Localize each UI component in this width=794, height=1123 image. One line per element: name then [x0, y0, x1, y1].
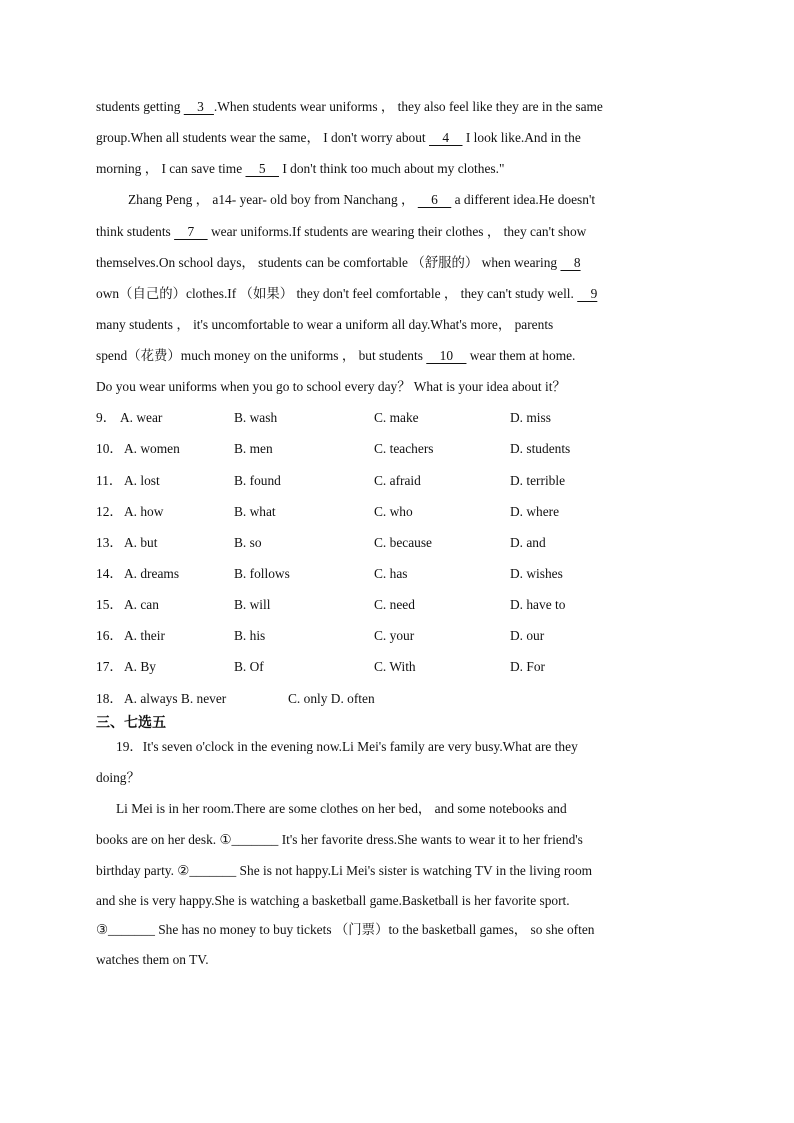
passage-line — [96, 129, 706, 147]
blank-2: _______ — [189, 863, 237, 878]
option-d: D. and — [510, 535, 546, 550]
option-b: B. found — [234, 473, 281, 488]
option-a-b: A. always B. never — [124, 691, 227, 706]
option-d: D. have to — [510, 597, 566, 612]
passage-text: many students ， it's uncomfortable to wear a uniform all day.What's more， parents — [96, 317, 554, 332]
option-b: B. will — [234, 597, 271, 612]
blank-9: 9 — [577, 286, 598, 301]
passage-text: morning ， I can save time — [96, 161, 246, 176]
option-c: C. has — [374, 566, 408, 581]
option-c: C. teachers — [374, 441, 434, 456]
option-d: D. terrible — [510, 473, 566, 488]
passage-text: own（自己的）clothes.If （如果） they don't feel comfortable ， they can't study well. — [96, 286, 578, 301]
passage-text: I look like.And in the — [462, 130, 581, 145]
blank-10: 10 — [426, 348, 467, 363]
option-a: A. how — [124, 504, 164, 519]
blank-3: _______ — [108, 922, 155, 937]
option-c: C. who — [374, 504, 413, 519]
question-number: 14． — [96, 566, 123, 581]
passage-text: .When students wear uniforms ， they also feel like they are in the same — [213, 99, 603, 114]
option-a: A. their — [124, 628, 165, 643]
question-row — [96, 627, 696, 645]
question-number: 11． — [96, 473, 123, 488]
question-row — [96, 534, 696, 552]
passage-line — [96, 378, 706, 396]
question-number: 13． — [96, 535, 123, 550]
passage-line — [96, 285, 706, 303]
option-c: C. need — [374, 597, 415, 612]
option-c-d: C. only D. often — [288, 691, 375, 706]
passage-text: books are on her desk. ① — [96, 832, 232, 847]
passage-line — [96, 160, 706, 178]
passage-text: She has no money to buy tickets （门票）to the basketball games， so she often — [154, 922, 595, 937]
passage-text: wear uniforms.If students are wearing their clothes ， they can't show — [207, 224, 587, 239]
option-d: D. our — [510, 628, 545, 643]
option-a: A. lost — [124, 473, 160, 488]
option-b: B. men — [234, 441, 273, 456]
blank-7: 7 — [174, 224, 208, 239]
question-row — [96, 440, 696, 458]
question-number: 18． — [96, 691, 123, 706]
blank-1: _______ — [231, 832, 279, 847]
blank-5: 5 — [245, 161, 279, 176]
option-d: D. miss — [510, 410, 551, 425]
passage-text: spend（花费）much money on the uniforms ， but students — [96, 348, 427, 363]
passage-text: Do you wear uniforms when you go to school every day？ What is your idea about it？ — [96, 379, 566, 394]
passage-text: themselves.On school days， students can be comfortable （舒服的） when wearing — [96, 255, 561, 270]
option-c: C. afraid — [374, 473, 421, 488]
option-d: D. students — [510, 441, 571, 456]
option-c: C. With — [374, 659, 416, 674]
passage-text: students getting — [96, 99, 184, 114]
blank-8: 8 — [560, 255, 581, 270]
question-row — [96, 503, 696, 521]
question-number: 15． — [96, 597, 123, 612]
option-b: B. follows — [234, 566, 290, 581]
option-a: A. women — [124, 441, 180, 456]
passage-line — [96, 316, 706, 334]
passage-line: 19．It's seven o'clock in the evening now.Li Mei's family are very busy.What are they — [116, 739, 578, 754]
option-b: B. what — [234, 504, 276, 519]
passage-line: doing？ — [96, 770, 140, 785]
passage-text: Zhang Peng ， a14- year- old boy from Nanchang ， — [128, 192, 418, 207]
option-c: C. make — [374, 410, 419, 425]
passage-line — [96, 862, 706, 880]
question-number: 10． — [96, 441, 123, 456]
option-b: B. wash — [234, 410, 278, 425]
option-c: C. your — [374, 628, 415, 643]
option-c: C. because — [374, 535, 433, 550]
passage-text: I don't think too much about my clothes." — [278, 161, 505, 176]
option-b: B. Of — [234, 659, 264, 674]
option-a: A. By — [124, 659, 156, 674]
passage-text: ③ — [96, 922, 109, 937]
question-number: 17． — [96, 659, 123, 674]
passage-text: group.When all students wear the same， I don't worry about — [96, 130, 430, 145]
passage-line — [96, 831, 706, 849]
passage-line — [96, 223, 706, 241]
passage-line — [96, 921, 706, 939]
passage-line: Li Mei is in her room.There are some clothes on her bed， and some notebooks and — [116, 801, 567, 816]
passage-text: wear them at home. — [466, 348, 576, 363]
option-d: D. wishes — [510, 566, 563, 581]
passage-text: think students — [96, 224, 175, 239]
question-number: 12． — [96, 504, 123, 519]
question-number: 9． — [96, 410, 117, 425]
passage-line — [128, 191, 708, 209]
option-b: B. his — [234, 628, 266, 643]
passage-line: watches them on TV. — [96, 952, 209, 967]
blank-3: 3 — [183, 99, 214, 114]
passage-line — [96, 347, 706, 365]
option-b: B. so — [234, 535, 262, 550]
option-d: D. where — [510, 504, 560, 519]
passage-text: She is not happy.Li Mei's sister is watching TV in the living room — [236, 863, 593, 878]
question-row — [96, 596, 696, 614]
blank-4: 4 — [429, 130, 463, 145]
section-title: 三、七选五 — [96, 715, 166, 731]
question-number: 16． — [96, 628, 123, 643]
option-a: A. but — [124, 535, 158, 550]
question-row — [96, 409, 696, 427]
option-a: A. wear — [120, 410, 163, 425]
passage-line: and she is very happy.She is watching a basketball game.Basketball is her favorite sport. — [96, 893, 570, 908]
option-d: D. For — [510, 659, 545, 674]
passage-text: It's her favorite dress.She wants to wear it to her friend's — [278, 832, 583, 847]
passage-text: a different idea.He doesn't — [451, 192, 596, 207]
option-a: A. dreams — [124, 566, 180, 581]
passage-line — [96, 98, 706, 116]
option-a: A. can — [124, 597, 159, 612]
question-row — [96, 690, 696, 708]
question-row — [96, 565, 696, 583]
question-row — [96, 472, 696, 490]
passage-line — [96, 254, 706, 272]
passage-text: birthday party. ② — [96, 863, 190, 878]
blank-6: 6 — [417, 192, 452, 207]
question-row — [96, 658, 696, 676]
